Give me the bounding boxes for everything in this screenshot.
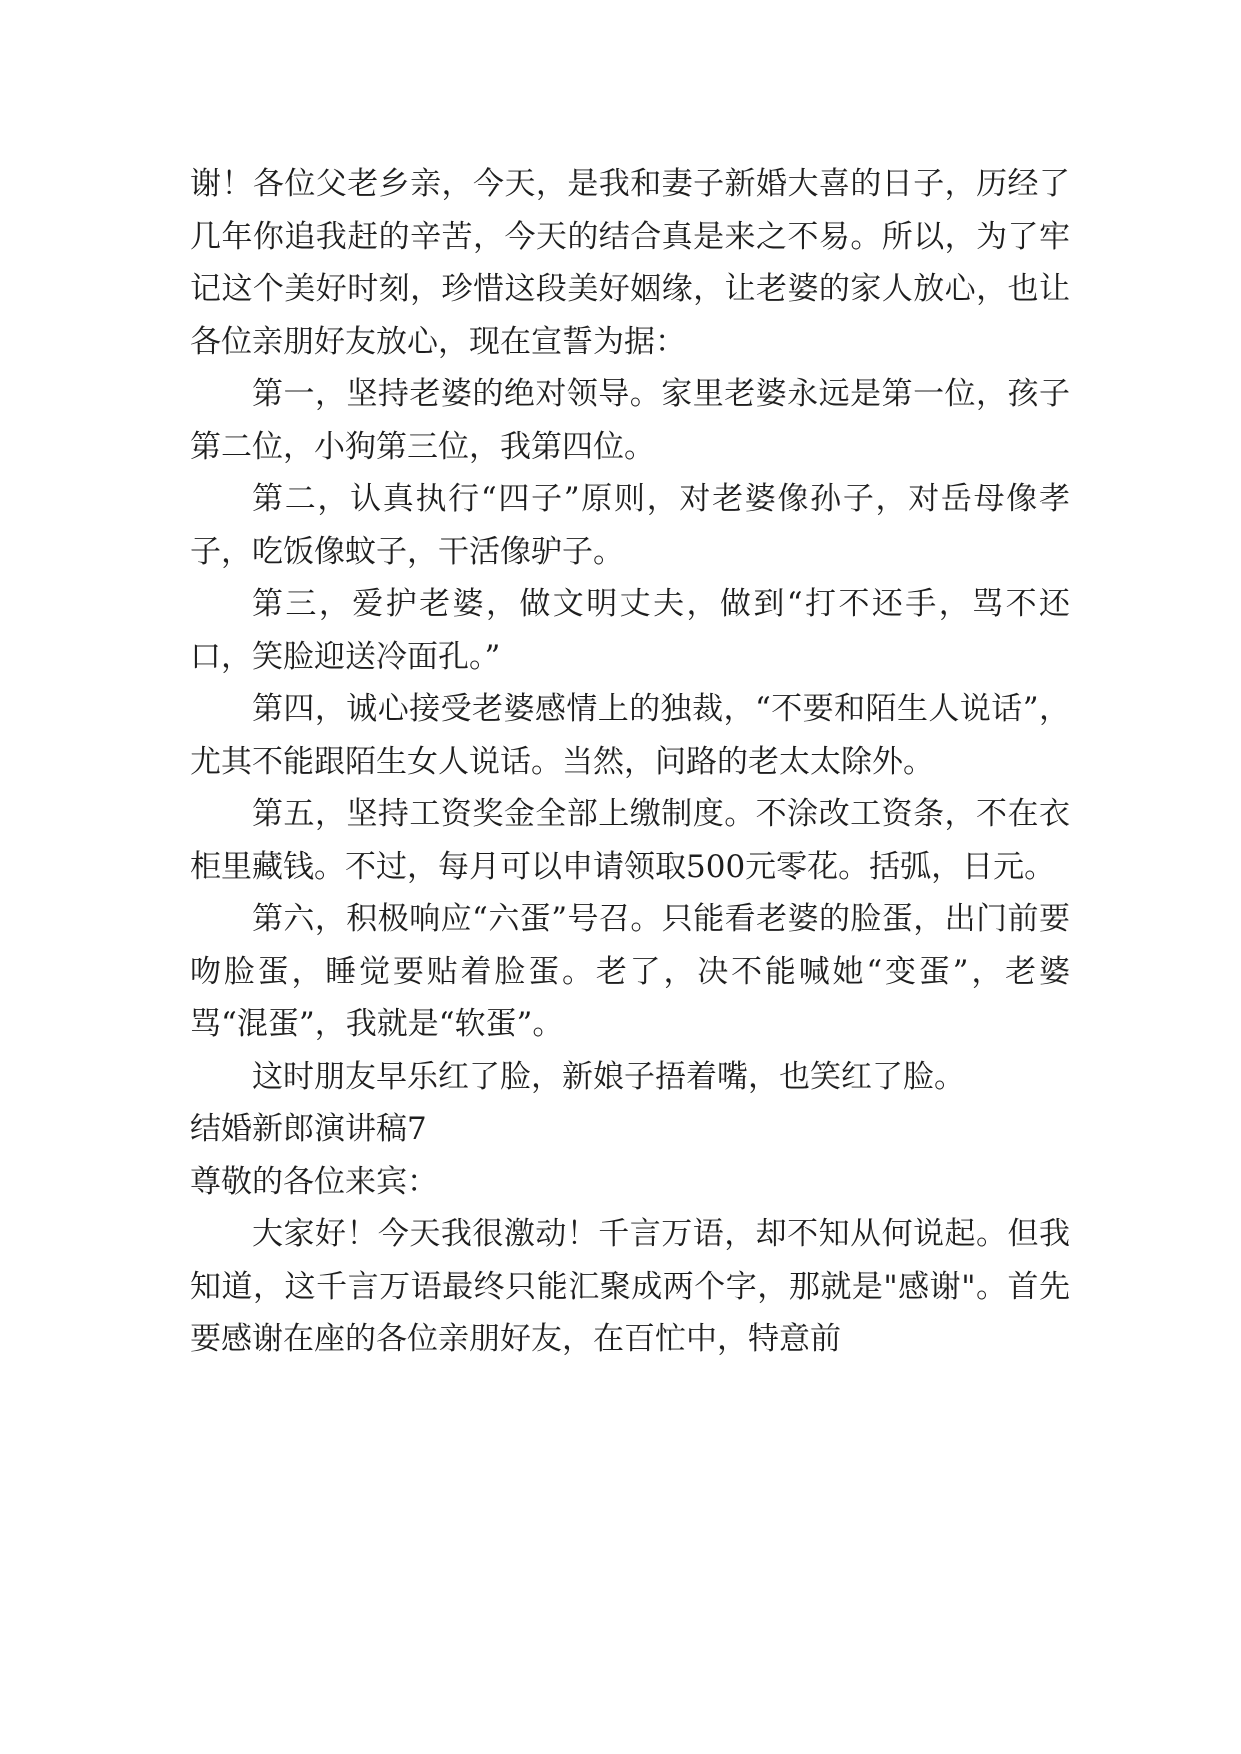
paragraph-vow-5: 第五，坚持工资奖金全部上缴制度。不涂改工资条，不在衣柜里藏钱。不过，每月可以申请领取500元零花。括弧，日元。 — [190, 796, 1070, 885]
paragraph-vow-6: 第六，积极响应“六蛋”号召。只能看老婆的脸蛋，出门前要吻脸蛋，睡觉要贴着脸蛋。老了，决不能喊她“变蛋”，老婆骂“混蛋”，我就是“软蛋”。 — [190, 901, 1070, 1042]
section-title: 结婚新郎演讲稿7 — [190, 1111, 427, 1147]
paragraph-vow-4: 第四，诚心接受老婆感情上的独裁，“不要和陌生人说话”，尤其不能跟陌生女人说话。当然，问路的老太太除外。 — [190, 691, 1070, 780]
paragraph-greeting: 大家好！今天我很激动！千言万语，却不知从何说起。但我知道，这千言万语最终只能汇聚成两个字，那就是"感谢"。首先要感谢在座的各位亲朋好友，在百忙中，特意前 — [190, 1216, 1070, 1357]
salutation: 尊敬的各位来宾： — [190, 1163, 438, 1200]
paragraph-vow-3: 第三，爱护老婆，做文明丈夫，做到“打不还手，骂不还口，笑脸迎送冷面孔。” — [190, 586, 1070, 675]
paragraph-vow-1: 第一，坚持老婆的绝对领导。家里老婆永远是第一位，孩子第二位，小狗第三位，我第四位。 — [190, 376, 1070, 465]
paragraph-continued: 谢！各位父老乡亲，今天，是我和妻子新婚大喜的日子，历经了几年你追我赶的辛苦，今天的结合真是来之不易。所以，为了牢记这个美好时刻，珍惜这段美好姻缘，让老婆的家人放心，也让各位亲朋好友放心，现在宣誓为据： — [190, 166, 1070, 360]
paragraph-vow-2: 第二，认真执行“四子”原则，对老婆像孙子，对岳母像孝子，吃饭像蚊子，干活像驴子。 — [190, 481, 1070, 570]
document-body — [190, 158, 1070, 1366]
paragraph-closing: 这时朋友早乐红了脸，新娘子捂着嘴，也笑红了脸。 — [252, 1058, 965, 1095]
